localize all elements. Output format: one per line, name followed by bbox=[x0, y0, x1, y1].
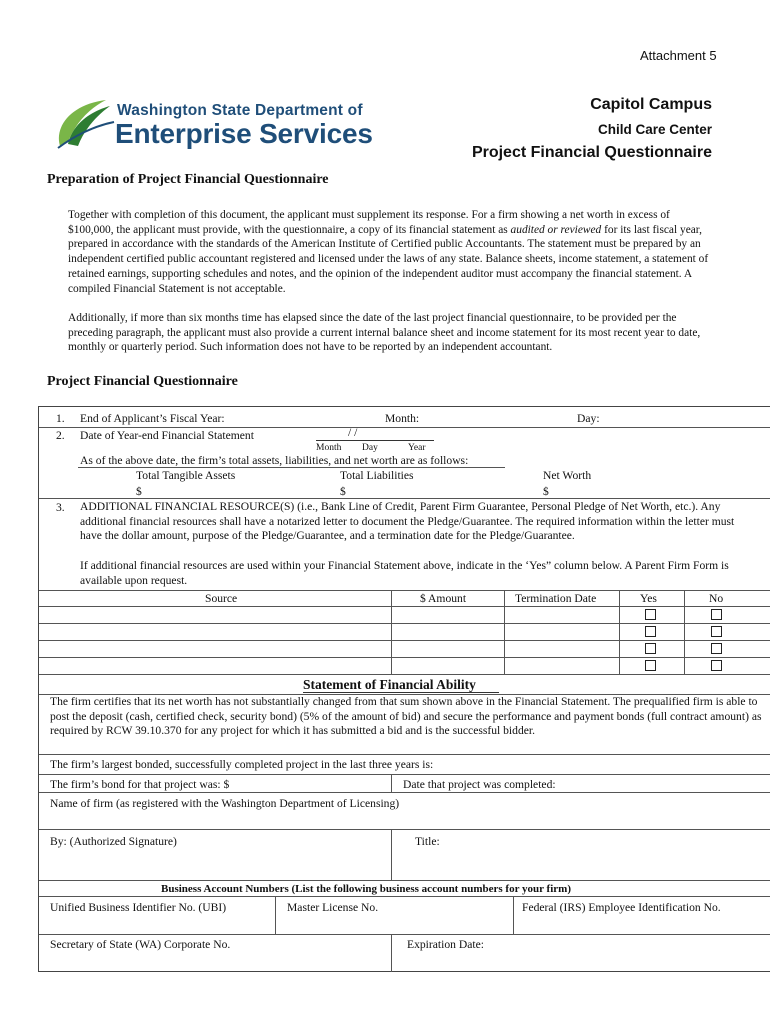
total-liabilities-label: Total Liabilities bbox=[340, 469, 414, 482]
col-source: Source bbox=[205, 592, 238, 605]
largest-project-label[interactable]: The firm’s largest bonded, successfully completed project in the last three years is: bbox=[50, 758, 434, 771]
date-year-caption: Year bbox=[408, 443, 426, 453]
item-number: 3. bbox=[56, 501, 65, 514]
sos-corporate-field[interactable]: Secretary of State (WA) Corporate No. bbox=[50, 938, 231, 951]
yes-checkbox[interactable] bbox=[645, 660, 656, 671]
header-campus: Capitol Campus bbox=[590, 96, 712, 113]
col-yes: Yes bbox=[640, 592, 657, 605]
firm-name-field[interactable]: Name of firm (as registered with the Washington Department of Licensing) bbox=[50, 797, 400, 810]
signer-title-field[interactable]: Title: bbox=[415, 835, 440, 848]
fiscal-day-field[interactable]: Day: bbox=[577, 412, 600, 425]
date-completed-field[interactable]: Date that project was completed: bbox=[403, 778, 556, 791]
ubi-field[interactable]: Unified Business Identifier No. (UBI) bbox=[50, 901, 227, 914]
col-amount: $ Amount bbox=[420, 592, 467, 605]
preparation-paragraph-1: Together with completion of this document, the applicant must supplement its response. For a firm showing a net worth in excess of $100,000, the applicant must provide, with the questionnaire, a copy of its financial statement as audited or reviewed for its last fiscal year, prepared in accordance with the standards of the American Institute of Certified public Accountants. The statement must be prepared by an independent certified public accountant registered and licensed under the laws of any state. Balance sheets, income statement, a statement of retained earnings, supporting schedules and notes, and the opinion of the independent auditor must accompany the financial statement. A compiled Financial Statement is not acceptable. bbox=[68, 209, 709, 295]
col-termination-date: Termination Date bbox=[515, 592, 597, 605]
bond-amount-field[interactable]: The firm’s bond for that project was: $ bbox=[50, 778, 230, 791]
financial-ability-text: The firm certifies that its net worth has not substantially changed from that sum shown above in the Financial Statement. The prequalified firm is able to post the deposit (cash, certified check, security bond) (5% of the amount of bid) and secure the performance and payment bonds (full contract amount) as required by RCW 39.10.370 for any project for which it has submitted a bid and is the successful bidder. bbox=[50, 695, 762, 738]
des-logo bbox=[54, 96, 373, 152]
business-accounts-heading: Business Account Numbers (List the following business account numbers for your firm) bbox=[161, 883, 571, 895]
year-end-date-label: Date of Year-end Financial Statement bbox=[80, 429, 254, 442]
questionnaire-heading: Project Financial Questionnaire bbox=[47, 374, 238, 389]
leaf-swoosh-icon bbox=[54, 96, 116, 152]
additional-resources-text: ADDITIONAL FINANCIAL RESOURCE(S) (i.e., Bank Line of Credit, Parent Firm Guarantee, Personal Pledge of Net Worth, etc.). Any additional financial resources shall have a notarized letter to document the Pledge/Guarantee. The required information within the letter must have the dollar amount, purpose of the Pledge/Guarantee, and a termination date for the Pledge/Guarantee. bbox=[80, 500, 735, 543]
no-checkbox[interactable] bbox=[711, 609, 722, 620]
col-no: No bbox=[709, 592, 724, 605]
yes-checkbox[interactable] bbox=[645, 643, 656, 654]
master-license-field[interactable]: Master License No. bbox=[287, 901, 379, 914]
logo-text-line2: Enterprise Services bbox=[115, 118, 373, 149]
total-assets-label: Total Tangible Assets bbox=[136, 469, 236, 482]
logo-text-line1: Washington State Department of bbox=[117, 102, 363, 119]
fiscal-year-label: End of Applicant’s Fiscal Year: bbox=[80, 412, 225, 425]
total-liabilities-field[interactable]: $ bbox=[340, 485, 346, 498]
authorized-signature-field[interactable]: By: (Authorized Signature) bbox=[50, 835, 177, 848]
header-center: Child Care Center bbox=[597, 122, 712, 137]
date-day-caption: Day bbox=[362, 443, 378, 453]
total-assets-field[interactable]: $ bbox=[136, 485, 142, 498]
attachment-label: Attachment 5 bbox=[640, 48, 717, 63]
fiscal-month-field[interactable]: Month: bbox=[385, 412, 420, 425]
year-end-date-field[interactable]: / / bbox=[348, 426, 358, 439]
no-checkbox[interactable] bbox=[711, 626, 722, 637]
yes-checkbox[interactable] bbox=[645, 626, 656, 637]
net-worth-label: Net Worth bbox=[543, 469, 592, 482]
no-checkbox[interactable] bbox=[711, 660, 722, 671]
expiration-date-field[interactable]: Expiration Date: bbox=[407, 938, 484, 951]
questionnaire-form bbox=[38, 406, 770, 972]
additional-resources-note: If additional financial resources are used within your Financial Statement above, indicate in the ‘Yes” column below. A Parent Firm Form is available upon request. bbox=[80, 559, 729, 587]
federal-ein-field[interactable]: Federal (IRS) Employee Identification No. bbox=[522, 901, 721, 914]
page-title: Project Financial Questionnaire bbox=[471, 144, 712, 161]
yes-checkbox[interactable] bbox=[645, 609, 656, 620]
preparation-heading: Preparation of Project Financial Questionnaire bbox=[47, 172, 329, 187]
item-number: 2. bbox=[56, 429, 65, 442]
preparation-paragraph-2: Additionally, if more than six months time has elapsed since the date of the last project financial questionnaire, to be provided per the preceding paragraph, the applicant must also provide a current internal balance sheet and income statement for its most recent year to date, monthly or quarterly period. Such information does not have to be reported by an independent accountant. bbox=[68, 312, 701, 354]
item-number: 1. bbox=[56, 412, 65, 425]
no-checkbox[interactable] bbox=[711, 643, 722, 654]
date-month-caption: Month bbox=[316, 443, 342, 453]
net-worth-field[interactable]: $ bbox=[543, 485, 549, 498]
as-of-statement: As of the above date, the firm’s total assets, liabilities, and net worth are as follows: bbox=[80, 454, 469, 467]
financial-ability-heading: Statement of Financial Ability bbox=[303, 677, 476, 692]
